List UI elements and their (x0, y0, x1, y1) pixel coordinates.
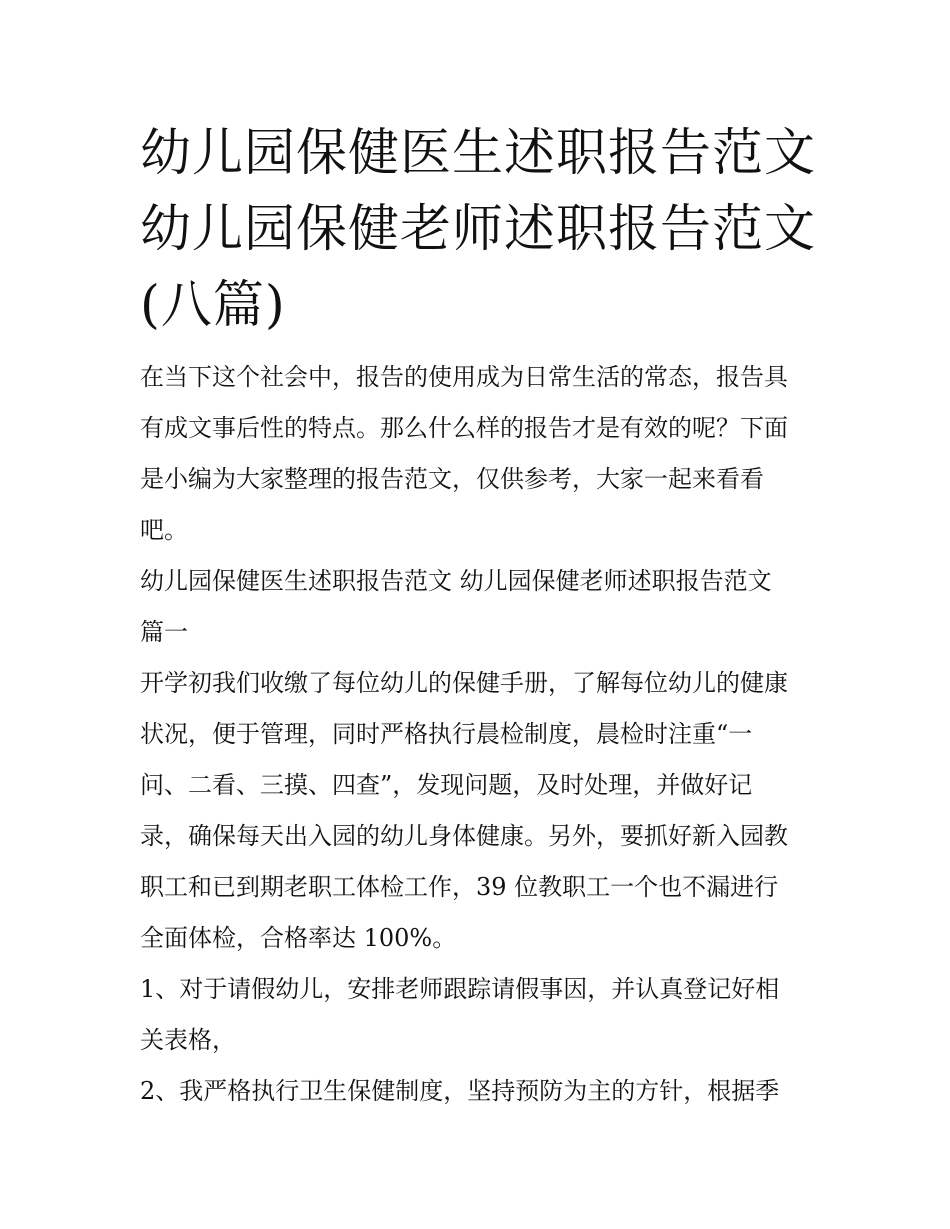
text-line: 录，确保每天出入园的幼儿身体健康。另外，要抓好新入园教 (140, 822, 788, 850)
title-line: 幼儿园保健医生述职报告范文 (140, 124, 817, 183)
document-body (140, 352, 820, 1117)
title-line: 幼儿园保健老师述职报告范文 (140, 200, 817, 259)
text-line: 篇一 (140, 618, 188, 646)
text-line: 有成文事后性的特点。那么什么样的报告才是有效的呢？下面 (140, 414, 788, 442)
list-item (140, 1066, 820, 1117)
text-line: 吧。 (140, 516, 188, 544)
text-line: 在当下这个社会中，报告的使用成为日常生活的常态，报告具 (140, 363, 788, 391)
text-line: 问、二看、三摸、四查”，发现问题，及时处理，并做好记 (140, 771, 753, 799)
intro-paragraph (140, 352, 820, 556)
list-item (140, 964, 820, 1066)
text-line: 2、我严格执行卫生保健制度，坚持预防为主的方针，根据季 (140, 1077, 780, 1105)
text-line: 幼儿园保健医生述职报告范文 幼儿园保健老师述职报告范文 (140, 567, 772, 595)
text-line: 关表格， (140, 1026, 236, 1054)
body-paragraph (140, 658, 820, 964)
text-line: 全面体检，合格率达 100%。 (140, 924, 457, 952)
document-title (140, 116, 820, 344)
text-line: 1、对于请假幼儿，安排老师跟踪请假事因，并认真登记好相 (140, 975, 780, 1003)
text-line: 是小编为大家整理的报告范文，仅供参考，大家一起来看看 (140, 465, 764, 493)
text-line: 开学初我们收缴了每位幼儿的保健手册，了解每位幼儿的健康 (140, 669, 788, 697)
section-heading (140, 556, 820, 658)
text-line: 职工和已到期老职工体检工作，39 位教职工一个也不漏进行 (140, 873, 779, 901)
text-line: 状况，便于管理，同时严格执行晨检制度，晨检时注重“一 (140, 720, 753, 748)
title-line: (八篇) (140, 276, 286, 335)
